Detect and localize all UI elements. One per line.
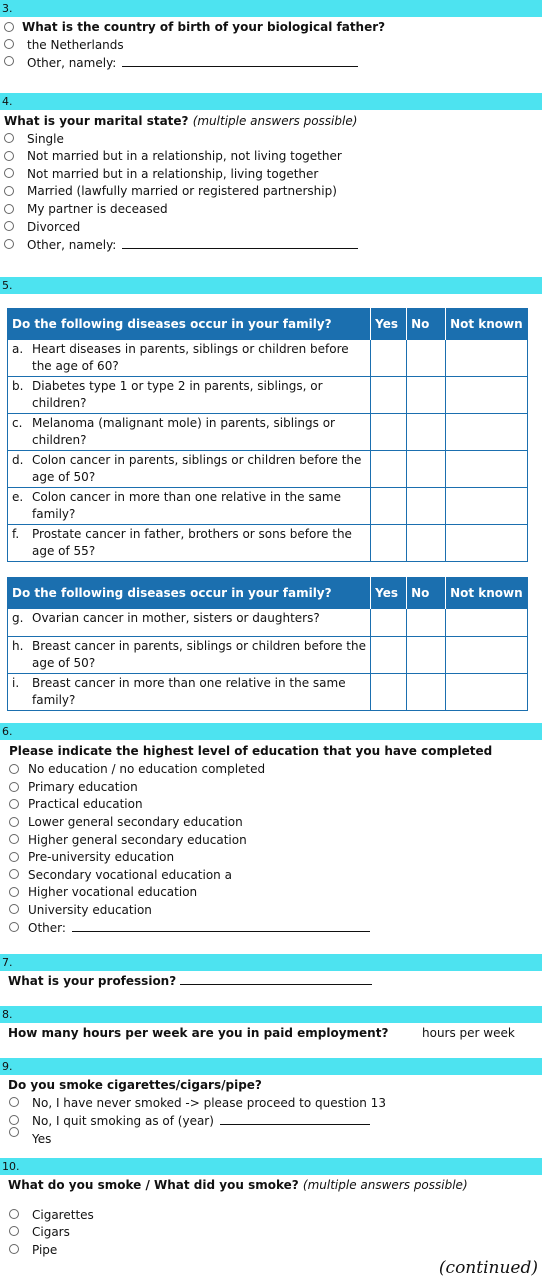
radio-button[interactable] [4,221,14,231]
radio-button[interactable] [9,887,19,897]
radio-button[interactable] [9,799,19,809]
radio-button[interactable] [4,186,14,196]
not-known-cell[interactable] [446,414,528,451]
radio-button[interactable] [9,1097,19,1107]
answer-line[interactable] [122,238,358,249]
question-10-band: 10. [0,1158,542,1175]
table-row [8,414,528,451]
not-known-cell[interactable] [446,340,528,377]
table-header-question: Do the following diseases occur in your family? [8,578,371,609]
option-living-together: Not married but in a relationship, living together [27,167,319,181]
table-header-no: No [407,578,446,609]
question-6-title: Please indicate the highest level of education that you have completed [9,744,493,758]
yes-cell[interactable] [371,525,407,562]
radio-button[interactable] [9,1127,19,1137]
question-7-title: What is your profession? [8,974,372,988]
question-8-band: 8. [0,1006,542,1023]
disease-table-1 [7,308,528,562]
row-label: f. Prostate cancer in father, brothers or sons before the age of 55? [8,525,371,562]
option-higher-general: Higher general secondary education [28,833,247,847]
option-cigars: Cigars [32,1225,70,1239]
question-5-band: 5. [0,277,542,294]
radio-button[interactable] [9,817,19,827]
option-other: Other, namely: [27,56,358,70]
option-other: Other: [28,921,370,935]
option-partner-deceased: My partner is deceased [27,202,168,216]
question-10-title: What do you smoke / What did you smoke? (multiple answers possible) [8,1178,468,1192]
row-label: e. Colon cancer in more than one relative in the same family? [8,488,371,525]
radio-button[interactable] [4,204,14,214]
no-cell[interactable] [407,377,446,414]
row-label: c. Melanoma (malignant mole) in parents, siblings or children? [8,414,371,451]
not-known-cell[interactable] [446,674,528,711]
option-single: Single [27,132,64,146]
option-netherlands: the Netherlands [27,38,124,52]
option-cigarettes: Cigarettes [32,1208,94,1222]
question-3-band: 3. [0,0,542,17]
no-cell[interactable] [407,340,446,377]
question-4-title: What is your marital state? (multiple answers possible) [4,114,358,128]
table-row [8,377,528,414]
yes-cell[interactable] [371,488,407,525]
radio-button[interactable] [9,1244,19,1254]
answer-line[interactable] [72,921,370,932]
disease-table-2 [7,577,528,711]
row-label: i. Breast cancer in more than one relative in the same family? [8,674,371,711]
radio-button[interactable] [9,782,19,792]
radio-button[interactable] [4,133,14,143]
hours-per-week-label: hours per week [422,1026,515,1040]
radio-button[interactable] [9,764,19,774]
radio-button[interactable] [9,1226,19,1236]
question-8-title: How many hours per week are you in paid employment? [8,1026,389,1040]
radio-button[interactable] [4,22,14,32]
yes-cell[interactable] [371,451,407,488]
option-not-living-together: Not married but in a relationship, not living together [27,149,342,163]
table-row [8,674,528,711]
radio-button[interactable] [9,1115,19,1125]
answer-line[interactable] [180,974,372,985]
option-higher-vocational: Higher vocational education [28,885,198,899]
question-9-band: 9. [0,1058,542,1075]
option-divorced: Divorced [27,220,81,234]
no-cell[interactable] [407,637,446,674]
not-known-cell[interactable] [446,451,528,488]
row-label: d. Colon cancer in parents, siblings or children before the age of 50? [8,451,371,488]
no-cell[interactable] [407,414,446,451]
question-3-title: What is the country of birth of your biological father? [22,20,386,34]
no-cell[interactable] [407,451,446,488]
radio-button[interactable] [9,834,19,844]
continued-label: (continued) [438,1258,538,1278]
yes-cell[interactable] [371,340,407,377]
table-header-yes: Yes [371,578,407,609]
not-known-cell[interactable] [446,488,528,525]
option-married: Married (lawfully married or registered partnership) [27,184,337,198]
not-known-cell[interactable] [446,637,528,674]
answer-line[interactable] [220,1114,370,1125]
option-pre-university: Pre-university education [28,850,175,864]
question-4-band: 4. [0,93,542,110]
not-known-cell[interactable] [446,609,528,637]
table-header-no: No [407,309,446,340]
no-cell[interactable] [407,609,446,637]
option-yes: Yes [32,1132,52,1146]
table-row [8,451,528,488]
table-row [8,637,528,674]
option-no-education: No education / no education completed [28,762,266,776]
option-other: Other, namely: [27,238,358,252]
option-lower-general: Lower general secondary education [28,815,243,829]
radio-button[interactable] [4,56,14,66]
answer-line[interactable] [122,56,358,67]
radio-button[interactable] [9,852,19,862]
radio-button[interactable] [4,151,14,161]
table-row [8,609,528,637]
yes-cell[interactable] [371,609,407,637]
option-university: University education [28,903,152,917]
row-label: g. Ovarian cancer in mother, sisters or daughters? [8,609,371,637]
yes-cell[interactable] [371,377,407,414]
yes-cell[interactable] [371,674,407,711]
option-pipe: Pipe [32,1243,58,1257]
table-row [8,488,528,525]
option-never-smoked: No, I have never smoked -> please proceed to question 13 [32,1096,386,1110]
no-cell[interactable] [407,525,446,562]
radio-button[interactable] [9,869,19,879]
no-cell[interactable] [407,674,446,711]
radio-button[interactable] [4,239,14,249]
table-row [8,340,528,377]
radio-button[interactable] [9,922,19,932]
row-label: b. Diabetes type 1 or type 2 in parents, siblings, or children? [8,377,371,414]
radio-button[interactable] [4,39,14,49]
question-9-title: Do you smoke cigarettes/cigars/pipe? [8,1078,262,1092]
not-known-cell[interactable] [446,525,528,562]
table-header-not-known: Not known [446,309,528,340]
option-secondary-vocational: Secondary vocational education a [28,868,232,882]
table-header-question: Do the following diseases occur in your family? [8,309,371,340]
radio-button[interactable] [9,1209,19,1219]
row-label: a. Heart diseases in parents, siblings or children before the age of 60? [8,340,371,377]
no-cell[interactable] [407,488,446,525]
question-6-band: 6. [0,723,542,740]
question-7-band: 7. [0,954,542,971]
table-header-yes: Yes [371,309,407,340]
option-primary: Primary education [28,780,138,794]
table-row [8,525,528,562]
yes-cell[interactable] [371,414,407,451]
yes-cell[interactable] [371,637,407,674]
radio-button[interactable] [4,168,14,178]
table-header-not-known: Not known [446,578,528,609]
option-quit-smoking: No, I quit smoking as of (year) [32,1114,370,1128]
row-label: h. Breast cancer in parents, siblings or children before the age of 50? [8,637,371,674]
radio-button[interactable] [9,904,19,914]
not-known-cell[interactable] [446,377,528,414]
option-practical: Practical education [28,797,143,811]
